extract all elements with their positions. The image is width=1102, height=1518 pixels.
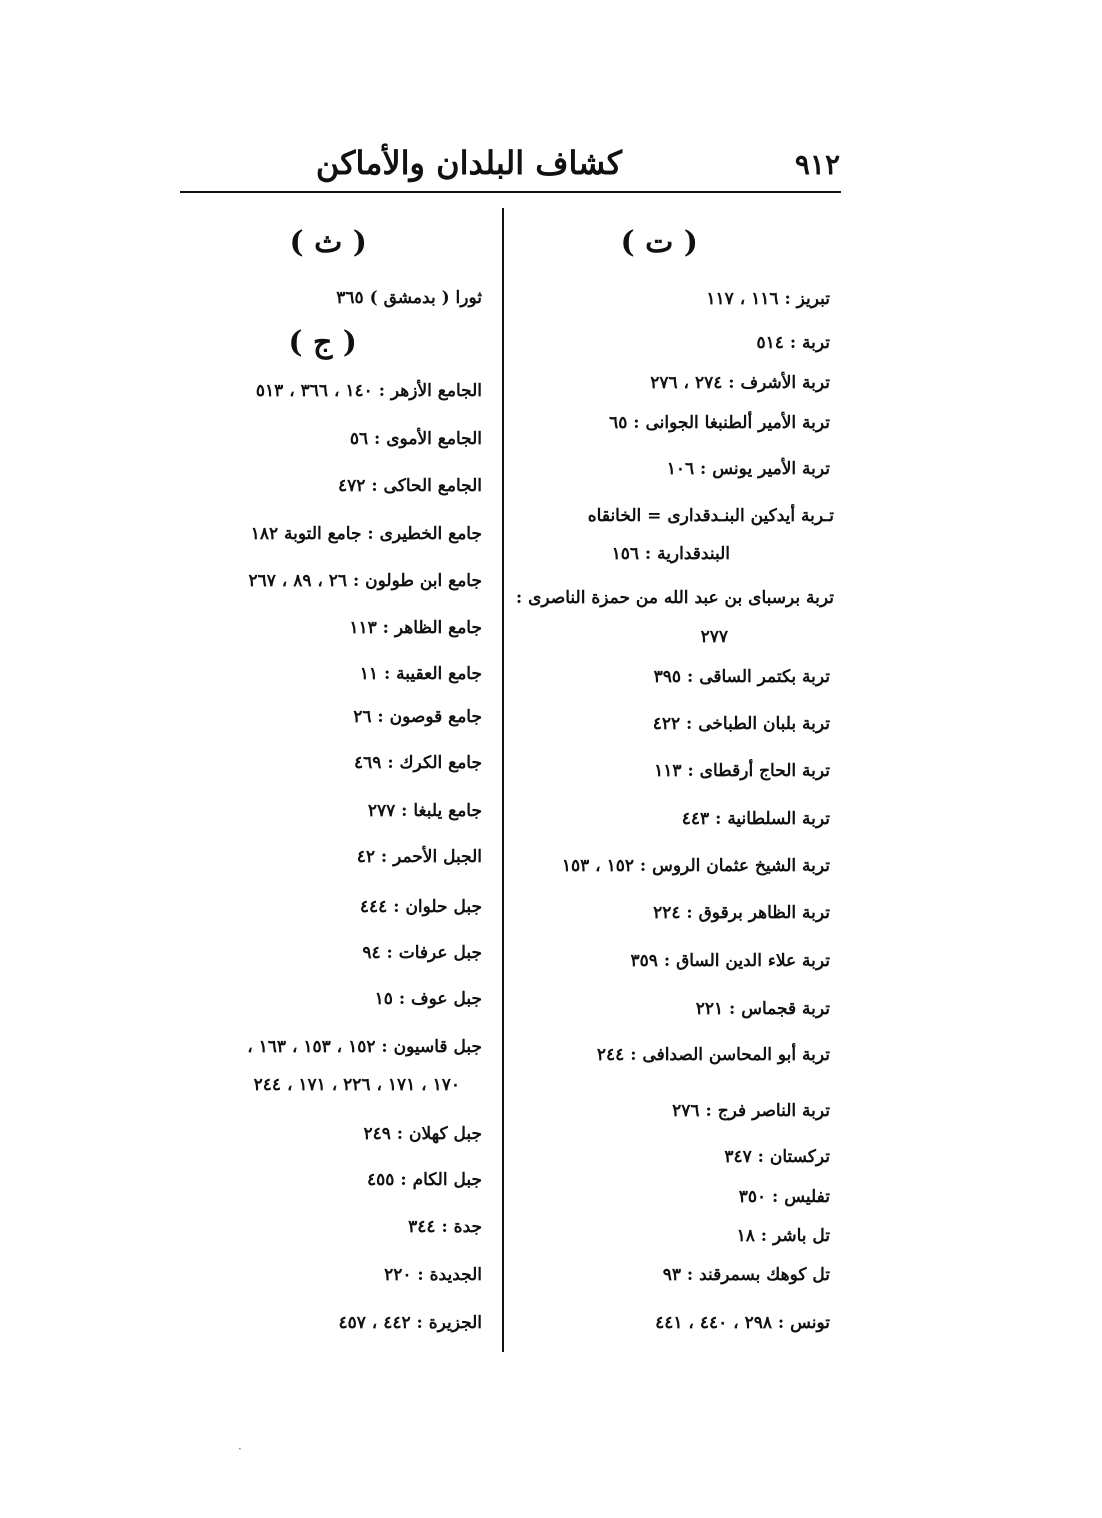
index-entry-continuation: ٢٧٧ — [700, 627, 728, 647]
index-entry: جامع يلبغا : ٢٧٧ — [367, 801, 482, 821]
index-entry: جامع الكرك : ٤٦٩ — [354, 753, 482, 773]
index-entry-continuation: البندقدارية : ١٥٦ — [611, 544, 730, 564]
index-entry: جامع ابن طولون : ٢٦ ، ٨٩ ، ٢٦٧ — [248, 571, 482, 591]
index-entry: تربة برسباى بن عبد الله من حمزة الناصرى : — [515, 588, 834, 608]
index-entry: تفليس : ٣٥٠ — [738, 1187, 830, 1207]
index-entry: تربة الأشرف : ٢٧٤ ، ٢٧٦ — [650, 373, 830, 393]
index-entry: تربة الحاج أرقطاى : ١١٣ — [654, 761, 830, 781]
index-entry: تربة علاء الدين الساق : ٣٥٩ — [630, 951, 830, 971]
section-letter-jim: ( ج ) — [288, 325, 357, 360]
index-entry: تربة الأمير يونس : ١٠٦ — [666, 459, 830, 479]
page-title: كشاف البلدان والأماكن — [315, 144, 622, 182]
section-letter-tha: ( ث ) — [289, 225, 367, 260]
index-entry: جامع الخطيرى : جامع التوبة ١٨٢ — [250, 524, 482, 544]
index-entry: جامع الظاهر : ١١٣ — [349, 618, 482, 638]
index-entry: الجامع الحاكى : ٤٧٢ — [338, 476, 482, 496]
index-entry: الجامع الأزهر : ١٤٠ ، ٣٦٦ ، ٥١٣ — [255, 381, 482, 401]
index-entry: الجامع الأموى : ٥٦ — [349, 429, 482, 449]
index-entry: تربة : ٥١٤ — [756, 333, 830, 353]
index-entry: جدة : ٣٤٤ — [408, 1217, 482, 1237]
index-entry: تركستان : ٣٤٧ — [724, 1147, 830, 1167]
index-entry: الجبل الأحمر : ٤٢ — [356, 847, 482, 867]
index-entry: تربة السلطانية : ٤٤٣ — [681, 809, 830, 829]
section-letter-ta: ( ت ) — [620, 225, 698, 260]
index-entry: جبل كهلان : ٢٤٩ — [363, 1124, 482, 1144]
index-entry: جبل عرفات : ٩٤ — [362, 943, 482, 963]
index-entry: جبل قاسيون : ١٥٢ ، ١٥٣ ، ١٦٣ ، — [247, 1037, 482, 1057]
index-entry: تل باشر : ١٨ — [736, 1226, 830, 1246]
page-number: ٩١٢ — [794, 148, 840, 181]
index-entry: تل كوهك بسمرقند : ٩٣ — [662, 1265, 830, 1285]
index-entry: جامع قوصون : ٢٦ — [353, 707, 482, 727]
index-entry: تبريز : ١١٦ ، ١١٧ — [706, 289, 830, 309]
scan-speck: · — [238, 1442, 242, 1456]
index-entry: جبل الكام : ٤٥٥ — [367, 1170, 482, 1190]
index-entry: تربة قجماس : ٢٢١ — [695, 999, 830, 1019]
index-entry: تـربة أيدكين البنـدقدارى = الخانقاه — [587, 506, 834, 526]
page-header — [180, 140, 840, 190]
index-entry: تربة الظاهر برقوق : ٢٢٤ — [653, 903, 830, 923]
index-entry: تونس : ٢٩٨ ، ٤٤٠ ، ٤٤١ — [655, 1313, 830, 1333]
index-entry: جامع العقيبة : ١١ — [359, 664, 482, 684]
index-entry: الجديدة : ٢٢٠ — [384, 1265, 482, 1285]
index-entry: جبل عوف : ١٥ — [374, 989, 482, 1009]
index-entry: تربة بلبان الطباخى : ٤٢٢ — [652, 714, 830, 734]
index-entry: تربة أبو المحاسن الصدافى : ٢٤٤ — [596, 1045, 830, 1065]
index-entry: تربة بكتمر الساقى : ٣٩٥ — [653, 667, 830, 687]
index-entry-continuation: ١٧٠ ، ١٧١ ، ٢٢٦ ، ١٧١ ، ٢٤٤ — [253, 1075, 460, 1095]
index-entry: تربة الأمير ألطنبغا الجوانى : ٦٥ — [609, 413, 830, 433]
index-entry: ثورا ( بدمشق ) ٣٦٥ — [336, 288, 482, 308]
header-rule — [180, 191, 841, 193]
index-entry: جبل حلوان : ٤٤٤ — [359, 897, 482, 917]
index-entry: تربة الشيخ عثمان الروس : ١٥٢ ، ١٥٣ — [561, 856, 830, 876]
index-entry: تربة الناصر فرج : ٢٧٦ — [672, 1101, 830, 1121]
index-entry: الجزيرة : ٤٤٢ ، ٤٥٧ — [338, 1313, 482, 1333]
column-divider — [502, 208, 504, 1352]
